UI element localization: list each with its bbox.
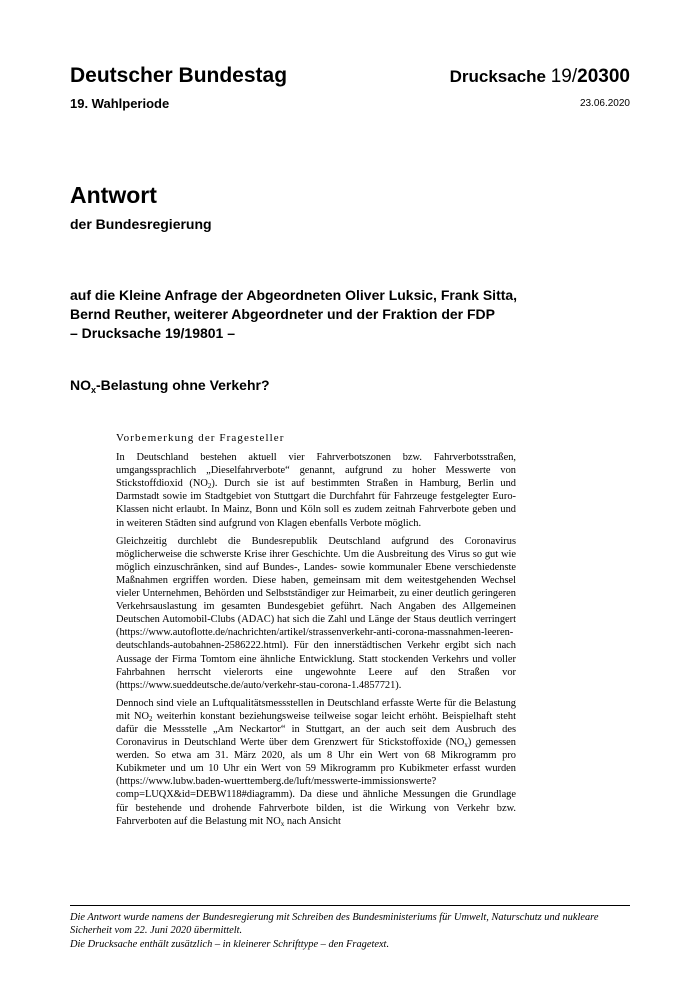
p3-text-d: nach Ansicht bbox=[284, 815, 341, 827]
footer-divider bbox=[70, 905, 630, 906]
p3-text-b: weiterhin konstant beziehungsweise teilweise sogar leicht erhöht. Beispielhaft steht dafür die Messstelle „Am Neckartor“ in Stuttgart, an der auch seit dem Ausbruch des Coronavirus in Deutschland Werte über dem Grenzwert für Stickstoffoxide (NO bbox=[116, 710, 516, 749]
document-title: Antwort bbox=[70, 182, 157, 208]
inquiry-line-2: Bernd Reuther, weiterer Abgeordneter und der Fraktion der FDP bbox=[70, 306, 495, 322]
topic-suffix: -Belastung ohne Verkehr? bbox=[96, 377, 270, 393]
p3-subscript-c: x bbox=[280, 819, 285, 828]
p1-text-b: ). Durch sie ist auf bestimmten Straßen in Hamburg, Berlin und Darmstadt sowie im Stadtgebiet von Stuttgart die Durchfahrt für Fahrzeuge festgelegter Euro-Klassen nicht erlaubt. In Mainz, Bonn und Köln soll es zudem zeitnah Fahrverbote geben und in weiteren Städten sind aufgrund von Klagen ebenfalls Verbote möglich. bbox=[116, 478, 516, 529]
p1-subscript: 2 bbox=[207, 482, 212, 491]
footer-note-2: Die Drucksache enthält zusätzlich – in kleinerer Schrifttype – den Fragetext. bbox=[70, 939, 390, 950]
preliminary-remarks bbox=[116, 432, 516, 833]
drucksache-label: Drucksache bbox=[449, 67, 546, 86]
section-heading: Vorbemerkung der Fragesteller bbox=[116, 432, 285, 444]
p3-subscript-a: 2 bbox=[149, 714, 153, 723]
document-date: 23.06.2020 bbox=[579, 98, 630, 109]
drucksache-id: 20300 bbox=[577, 66, 630, 87]
topic-heading bbox=[70, 377, 270, 395]
paragraph-2: Gleichzeitig durchlebt die Bundesrepublik Deutschland aufgrund des Coronavirus möglicherweise die schwerste Krise ihrer Geschichte. Um die Ausbreitung des Virus so gut wie möglich einzuschränken, sind auf Bundes-, Landes- sowie kommunaler Ebene verschiedenste Maßnahmen ergriffen worden. Diese haben, gemeinsam mit dem weitestgehenden Wechsel vieler Unternehmen, Behörden und Selbstständiger zur Heimarbeit, zu einer deutlich geringeren Verkehrsauslastung im gesamten Bundesgebiet geführt. Nach Angaben des Allgemeinen Deutschen Automobil-Clubs (ADAC) hat sich die Zahl und Länge der Staus deutlich verringert (https://www.autoflotte.de/nachrichten/artikel/strassenverkehr-anti-corona-massnahmen-leeren-deutschlands-autobahnen-2586222.html). Für den innerstädtischen Verkehr ergibt sich nach Aussage der Firma Tomtom eine ähnliche Entwicklung. Statt stockenden Verkehrs und voller Fahrbahnen herrscht vielerorts eine ungewohnte Leere auf den Straßen vor (https://www.sueddeutsche.de/auto/verkehr-stau-corona-1.4857721). bbox=[116, 535, 516, 691]
inquiry-line-1: auf die Kleine Anfrage der Abgeordneten Oliver Luksic, Frank Sitta, bbox=[70, 287, 518, 303]
footer-notes bbox=[70, 911, 630, 951]
paragraph-1 bbox=[116, 451, 516, 530]
p3-subscript-b: x bbox=[464, 741, 468, 750]
inquiry-line-3: – Drucksache 19/19801 – bbox=[70, 325, 236, 341]
drucksache-prefix: 19/ bbox=[550, 66, 578, 87]
drucksache-number bbox=[450, 66, 630, 88]
topic-subscript: x bbox=[91, 385, 97, 395]
p1-text-a: In Deutschland bestehen aktuell vier Fahrverbotszonen bzw. Fahrverbotsstraßen, umgangssprachlich „Dieselfahrverbote“ genannt, aufgrund zu hoher Messwerte von Stickstoffdioxid (NO bbox=[116, 452, 516, 490]
paragraph-3 bbox=[116, 697, 516, 828]
legislative-period: 19. Wahlperiode bbox=[70, 96, 170, 111]
inquiry-reference bbox=[70, 286, 590, 343]
parliament-name: Deutscher Bundestag bbox=[70, 64, 288, 87]
document-subtitle: der Bundesregierung bbox=[70, 216, 212, 232]
p3-text-c: ) gemessen werden. So etwa am 31. März 2020, als um 8 Uhr ein Wert von 68 Mikrogramm pro Kubikmeter und um 10 Uhr ein Wert von 59 Mikrogramm pro Kubikmeter erfasst wurden (https://www.lubw.baden-wuerttemberg.de/luft/messwerte-immissionswerte?comp=LUQX&id=DEBW118#diagramm). Da diese und ähnliche Messungen die Grundlage für bestehende und drohende Fahrverbote bilden, ist die Wirkung von Verkehr bzw. Fahrverboten auf die Belastung mit NO bbox=[116, 737, 516, 827]
topic-prefix: NO bbox=[70, 377, 91, 393]
footer-note-1: Die Antwort wurde namens der Bundesregierung mit Schreiben des Bundesministeriums für Umwelt, Naturschutz und nukleare Sicherheit vom 22. Juni 2020 übermittelt. bbox=[70, 912, 599, 936]
p3-text-a: Dennoch sind viele an Luftqualitätsmessstellen in Deutschland erfasste Werte für die Belastung mit NO bbox=[116, 697, 516, 722]
